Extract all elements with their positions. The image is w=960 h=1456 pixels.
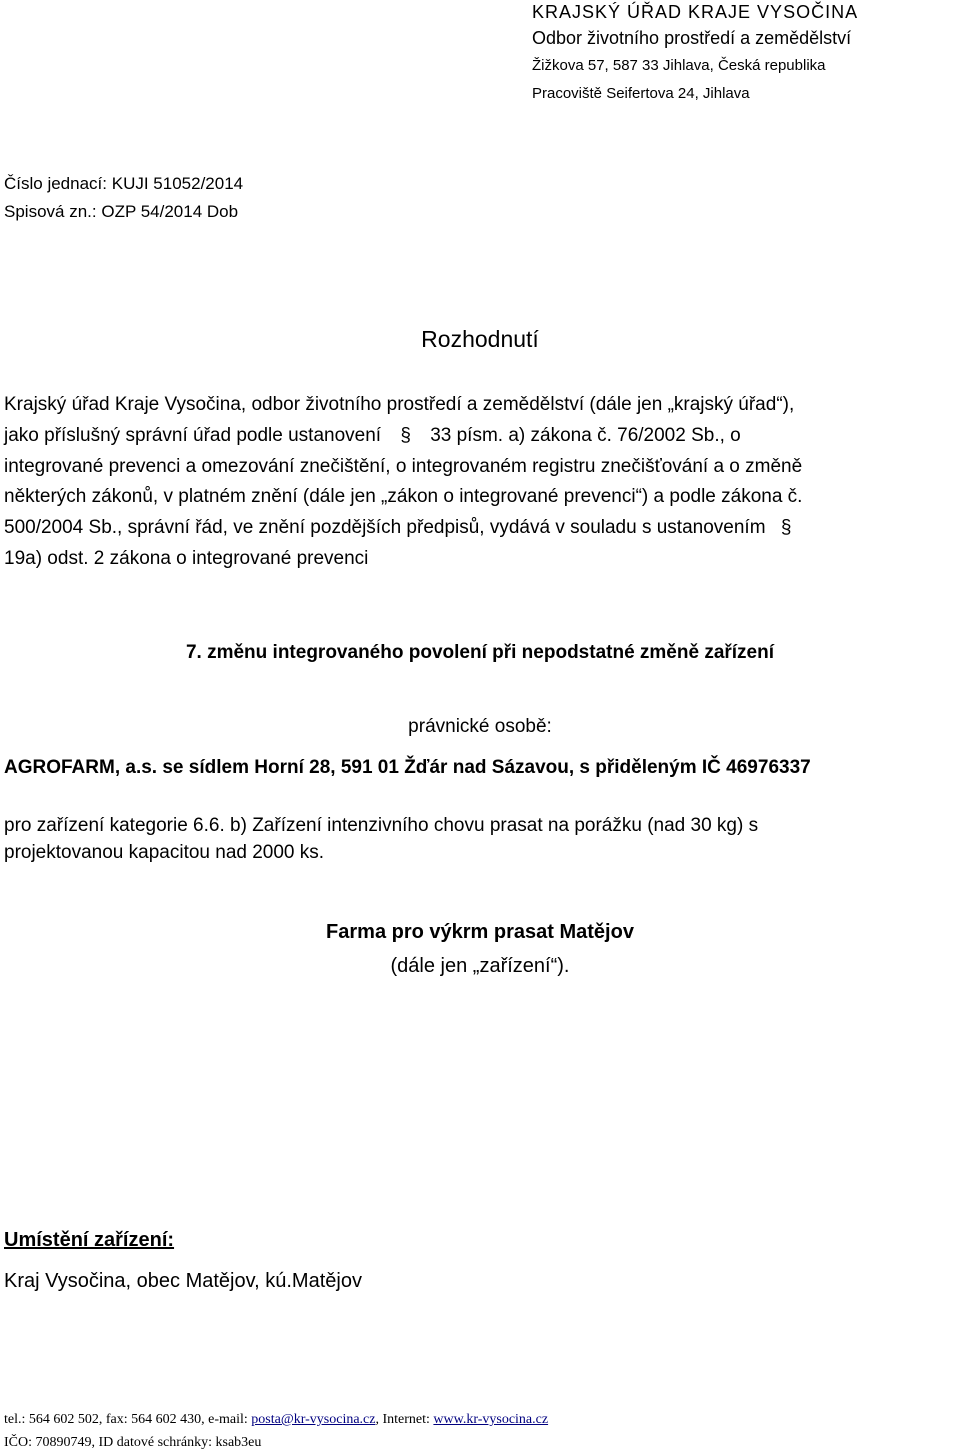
file-number: OZP 54/2014 Dob [101, 202, 239, 221]
paragraph-1-line-5 [4, 517, 791, 539]
case-number-line [4, 174, 243, 194]
footer-ids: IČO: 70890749, ID datové schránky: ksab3eu [4, 1435, 262, 1450]
paragraph-1-line-2 [4, 425, 956, 447]
website-link[interactable]: www.kr-vysocina.cz [433, 1412, 549, 1427]
case-number: KUJI 51052/2014 [111, 174, 244, 193]
p1-line5-text: 500/2004 Sb., správní řád, ve znění pozdějších předpisů, vydává v souladu s ustanovením [4, 517, 766, 538]
facility-note: (dále jen „zařízení“). [390, 955, 570, 977]
paragraph-1-line-1: Krajský úřad Kraje Vysočina, odbor životního prostředí a zemědělství (dále jen „krajský úřad“), [4, 394, 795, 415]
paragraph-1-line-6: 19a) odst. 2 zákona o integrované prevenci [4, 548, 369, 569]
department-name: Odbor životního prostředí a zemědělství [532, 28, 852, 48]
paragraph-2-line-1: pro zařízení kategorie 6.6. b) Zařízení intenzivního chovu prasat na porážku (nad 30 kg) s [4, 815, 759, 836]
legal-person-label: právnické osobě: [408, 716, 552, 737]
p1-line2-text-b: 33 písm. a) zákona č. 76/2002 Sb., o [430, 425, 741, 446]
workplace-address: Pracoviště Seifertova 24, Jihlava [532, 85, 750, 102]
footer-internet-label: , Internet: [375, 1412, 434, 1427]
footer-contact-prefix: tel.: 564 602 502, fax: 564 602 430, e-mail: [4, 1412, 252, 1427]
footer-contact [4, 1412, 548, 1428]
email-link[interactable]: posta@kr-vysocina.cz [251, 1412, 376, 1427]
section-sign-icon: § [780, 517, 792, 538]
case-number-label: Číslo jednací: [4, 174, 107, 193]
paragraph-2-line-2: projektovanou kapacitou nad 2000 ks. [4, 842, 325, 863]
section-sign-icon: § [400, 425, 411, 446]
paragraph-1-line-3: integrované prevenci a omezování znečištění, o integrovaném registru znečišťování a o změně [4, 456, 803, 477]
file-number-line [4, 202, 238, 222]
company-details: AGROFARM, a.s. se sídlem Horní 28, 591 01 Žďár nad Sázavou, s přiděleným IČ 46976337 [4, 757, 811, 778]
change-heading: 7. změnu integrovaného povolení při nepodstatné změně zařízení [185, 642, 775, 663]
facility-name: Farma pro výkrm prasat Matějov [326, 921, 634, 943]
authority-name: KRAJSKÝ ÚŘAD KRAJE VYSOČINA [532, 2, 859, 22]
file-number-label: Spisová zn.: [4, 202, 97, 221]
location-label: Umístění zařízení: [4, 1229, 175, 1251]
p1-line2-text-a: jako příslušný správní úřad podle ustanovení [4, 425, 382, 446]
paragraph-1-line-4: některých zákonů, v platném znění (dále jen „zákon o integrované prevenci“) a podle zákona č. [4, 486, 803, 507]
location-value: Kraj Vysočina, obec Matějov, kú.Matějov [4, 1270, 362, 1292]
decision-title: Rozhodnutí [421, 326, 539, 352]
authority-address: Žižkova 57, 587 33 Jihlava, Česká republika [532, 57, 826, 74]
